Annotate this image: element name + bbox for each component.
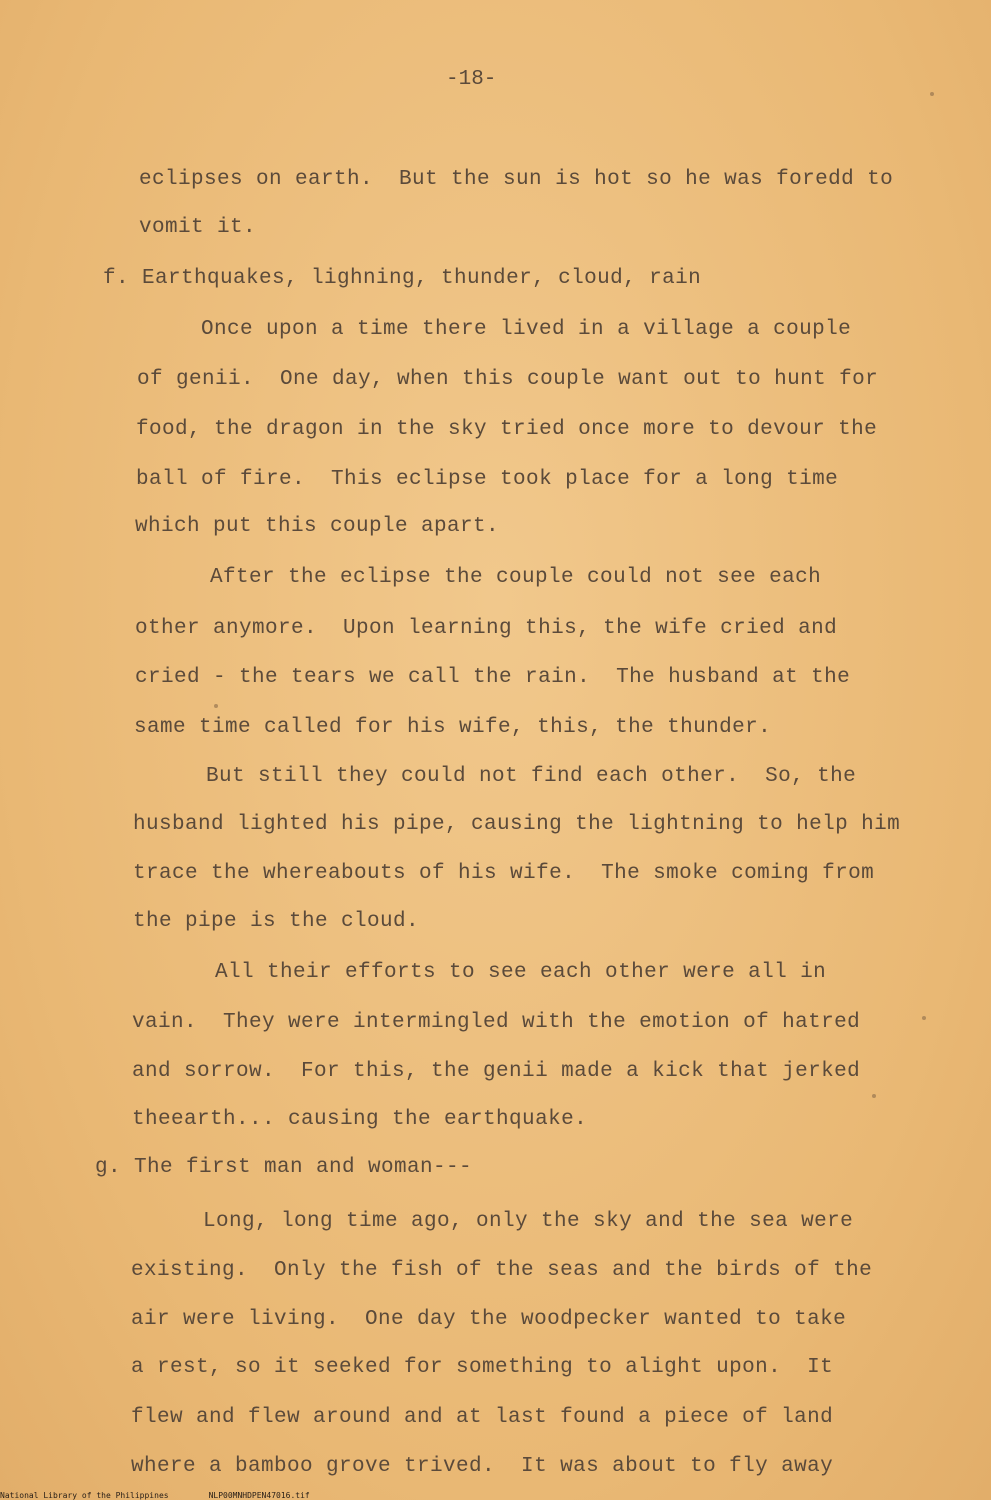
paper-speck [922, 1016, 926, 1020]
text-line: But still they could not find each other. So, the [206, 765, 857, 788]
archive-footer [0, 1491, 350, 1500]
library-credit: National Library of the Philippines [0, 1491, 169, 1500]
text-line: eclipses on earth. But the sun is hot so he was foredd to [139, 168, 894, 191]
text-line: which put this couple apart. [135, 515, 500, 538]
page-number: -18- [446, 68, 497, 91]
text-line: flew and flew around and at last found a piece of land [131, 1406, 834, 1429]
paper-speck [872, 1094, 876, 1098]
text-line: a rest, so it seeked for something to alight upon. It [131, 1356, 834, 1379]
text-line: air were living. One day the woodpecker wanted to take [131, 1308, 847, 1331]
text-line: theearth... causing the earthquake. [132, 1108, 588, 1131]
paper-speck [930, 92, 934, 96]
text-line: husband lighted his pipe, causing the lightning to help him [133, 813, 901, 836]
text-line: All their efforts to see each other were all in [215, 961, 827, 984]
text-line: same time called for his wife, this, the thunder. [134, 716, 772, 739]
text-line: existing. Only the fish of the seas and the birds of the [131, 1259, 873, 1282]
text-line: vain. They were intermingled with the emotion of hatred [132, 1011, 861, 1034]
text-line: vomit it. [139, 216, 257, 239]
text-line: the pipe is the cloud. [133, 910, 420, 933]
text-line: where a bamboo grove trived. It was about to fly away [131, 1455, 834, 1478]
text-line: other anymore. Upon learning this, the wife cried and [135, 617, 838, 640]
text-line: ball of fire. This eclipse took place for a long time [136, 468, 839, 491]
text-line: trace the whereabouts of his wife. The smoke coming from [133, 862, 875, 885]
text-line: and sorrow. For this, the genii made a kick that jerked [132, 1060, 861, 1083]
text-line: Long, long time ago, only the sky and the sea were [203, 1210, 854, 1233]
file-id: NLP00MNHDPEN47016.tif [208, 1491, 310, 1500]
text-line: After the eclipse the couple could not see each [210, 566, 822, 589]
text-line: cried - the tears we call the rain. The husband at the [135, 666, 851, 689]
section-heading-g: g. The first man and woman--- [95, 1156, 473, 1179]
section-heading-f: f. Earthquakes, lighning, thunder, cloud, rain [103, 267, 702, 290]
text-line: Once upon a time there lived in a village a couple [201, 318, 852, 341]
text-line: food, the dragon in the sky tried once more to devour the [136, 418, 878, 441]
paper-speck [214, 704, 218, 708]
text-line: of genii. One day, when this couple want out to hunt for [137, 368, 879, 391]
